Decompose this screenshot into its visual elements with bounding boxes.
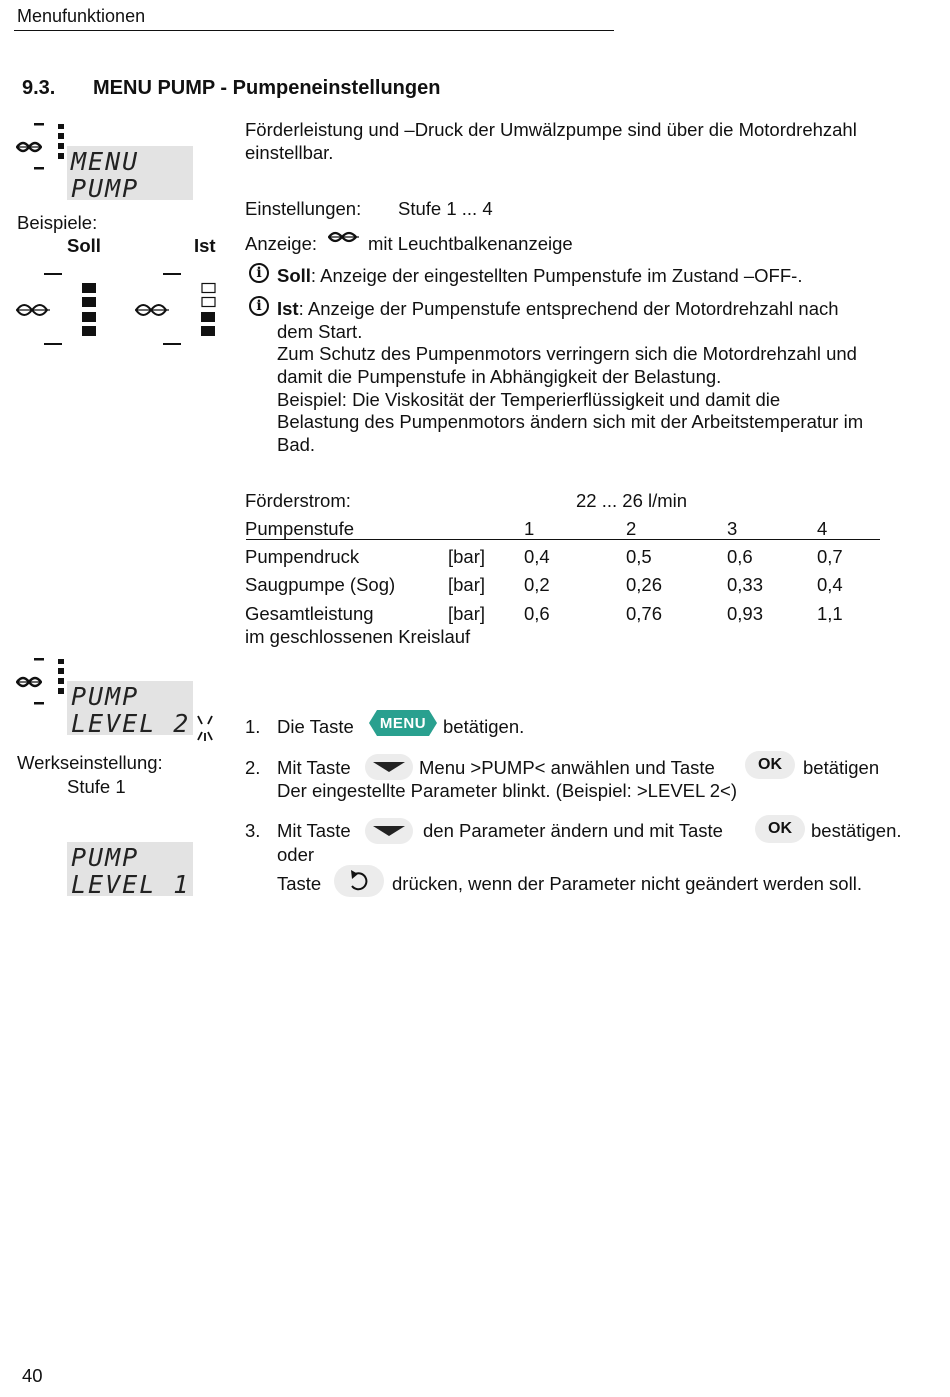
lcd-line-2: PUMP — [71, 174, 140, 203]
flow-value: 22 ... 26 l/min — [576, 490, 688, 511]
note-ist-line-7: Bad. — [277, 434, 316, 455]
lcd-line-1: MENU — [71, 147, 140, 176]
display-text: mit Leuchtbalkenanzeige — [368, 233, 573, 254]
step-3-text-2-end: drücken, wenn der Parameter nicht geändert werden soll. — [392, 873, 862, 894]
table-cell: 0,7 — [817, 546, 843, 567]
pump-icon — [14, 120, 74, 174]
intro-line-1: Förderleistung und –Druck der Umwälzpumpe sind über die Motordrehzahl — [245, 119, 857, 140]
note-soll-term: Soll — [277, 265, 311, 286]
table-cell: 0,2 — [524, 574, 550, 595]
flow-label: Förderstrom: — [245, 490, 351, 511]
header-rule — [14, 30, 614, 31]
table-cell: 0,4 — [524, 546, 550, 567]
ist-label: Ist — [194, 235, 216, 256]
step-2-text: Mit Taste — [277, 757, 351, 778]
menu-button[interactable] — [369, 710, 437, 736]
lcd-line-1: PUMP — [71, 843, 140, 872]
step-2-text-end: betätigen — [803, 757, 880, 778]
page-number: 40 — [22, 1365, 43, 1386]
settings-value: Stufe 1 ... 4 — [398, 198, 493, 219]
settings-label: Einstellungen: — [245, 198, 362, 219]
table-row-label: Gesamtleistung — [245, 603, 374, 624]
examples-label: Beispiele: — [17, 212, 98, 233]
note-ist-line-4: damit die Pumpenstufe in Abhängigkeit der Belastung. — [277, 366, 722, 387]
note-ist-line-2: dem Start. — [277, 321, 363, 342]
section-title: MENU PUMP - Pumpeneinstellungen — [93, 77, 441, 99]
lcd-pump-level-2 — [67, 681, 193, 738]
table-header-label: Pumpenstufe — [245, 518, 355, 539]
table-cell: 0,76 — [626, 603, 663, 624]
step-2-text-mid: Menu >PUMP< anwählen und Taste — [419, 757, 715, 778]
table-cell: 1,1 — [817, 603, 843, 624]
ok-button-label: OK — [758, 756, 782, 773]
table-cell: 0,6 — [524, 603, 550, 624]
step-3-number: 3. — [245, 820, 261, 841]
table-row-label: Saugpumpe (Sog) — [245, 574, 396, 595]
table-row-unit: [bar] — [448, 546, 486, 567]
step-1-number: 1. — [245, 716, 261, 737]
lcd-line-2: LEVEL 2 — [71, 709, 191, 738]
step-3-or: oder — [277, 844, 315, 865]
note-ist-term: Ist — [277, 298, 299, 319]
table-cell: 0,33 — [727, 574, 764, 595]
step-1-text: Die Taste — [277, 716, 354, 737]
step-2-number: 2. — [245, 757, 261, 778]
info-icon: i — [249, 296, 269, 316]
table-footnote: im geschlossenen Kreislauf — [245, 626, 471, 647]
pump-indicator-2 — [14, 655, 74, 714]
table-cell: 0,6 — [727, 546, 753, 567]
note-ist-text: : Anzeige der Pumpenstufe entsprechend der Motordrehzahl nach — [298, 298, 839, 319]
table-header-1: 1 — [524, 518, 535, 539]
display-label: Anzeige: — [245, 233, 317, 254]
menu-button-label: MENU — [379, 714, 427, 732]
table-cell: 0,5 — [626, 546, 652, 567]
back-arrow-icon — [346, 869, 372, 893]
lcd-line-1: PUMP — [71, 682, 140, 711]
pump-indicator-1 — [14, 120, 74, 179]
step-3-text-2: Taste — [277, 873, 322, 894]
step-2-line-2: Der eingestellte Parameter blinkt. (Beispiel: >LEVEL 2<) — [277, 780, 737, 801]
running-header: Menufunktionen — [17, 6, 146, 26]
ok-button[interactable] — [745, 751, 795, 779]
table-row-unit: [bar] — [448, 603, 486, 624]
note-soll-text: : Anzeige der eingestellten Pumpenstufe im Zustand –OFF-. — [310, 265, 803, 286]
step-1-text-end: betätigen. — [443, 716, 525, 737]
ok-button-label: OK — [768, 820, 792, 837]
table-header-2: 2 — [626, 518, 637, 539]
table-row-unit: [bar] — [448, 574, 486, 595]
step-3-text: Mit Taste — [277, 820, 351, 841]
table-header-rule — [246, 539, 880, 540]
soll-label: Soll — [67, 235, 101, 256]
blink-icon — [192, 713, 218, 743]
pump-icon — [326, 224, 362, 250]
table-row-label: Pumpendruck — [245, 546, 360, 567]
lcd-menu-pump — [67, 146, 193, 203]
lcd-pump-level-1 — [67, 842, 193, 899]
pump-icon — [14, 655, 74, 709]
note-soll — [277, 265, 802, 287]
table-cell: 0,93 — [727, 603, 764, 624]
down-button[interactable] — [365, 754, 413, 780]
back-button[interactable] — [334, 865, 384, 897]
info-icon: i — [249, 263, 269, 283]
soll-pump-level-indicator — [14, 264, 104, 354]
ok-button[interactable] — [755, 815, 805, 843]
note-ist-line-5: Beispiel: Die Viskosität der Temperierflüssigkeit und damit die — [277, 389, 781, 410]
down-arrow-icon — [371, 824, 407, 838]
down-arrow-icon — [371, 760, 407, 774]
table-header-3: 3 — [727, 518, 738, 539]
note-ist-line-1 — [277, 298, 839, 320]
table-cell: 0,26 — [626, 574, 663, 595]
down-button[interactable] — [365, 818, 413, 844]
factory-value: Stufe 1 — [67, 776, 126, 797]
ist-pump-level-indicator — [133, 264, 223, 354]
factory-label: Werkseinstellung: — [17, 752, 163, 773]
section-number: 9.3. — [22, 77, 56, 99]
step-3-text-end: bestätigen. — [811, 820, 902, 841]
table-header-4: 4 — [817, 518, 828, 539]
step-3-text-mid: den Parameter ändern und mit Taste — [423, 820, 723, 841]
intro-line-2: einstellbar. — [245, 142, 334, 163]
note-ist-line-6: Belastung des Pumpenmotors ändern sich mit der Arbeitstemperatur im — [277, 411, 864, 432]
note-ist-line-3: Zum Schutz des Pumpenmotors verringern sich die Motordrehzahl und — [277, 343, 857, 364]
table-cell: 0,4 — [817, 574, 843, 595]
lcd-line-2: LEVEL 1 — [71, 870, 191, 899]
